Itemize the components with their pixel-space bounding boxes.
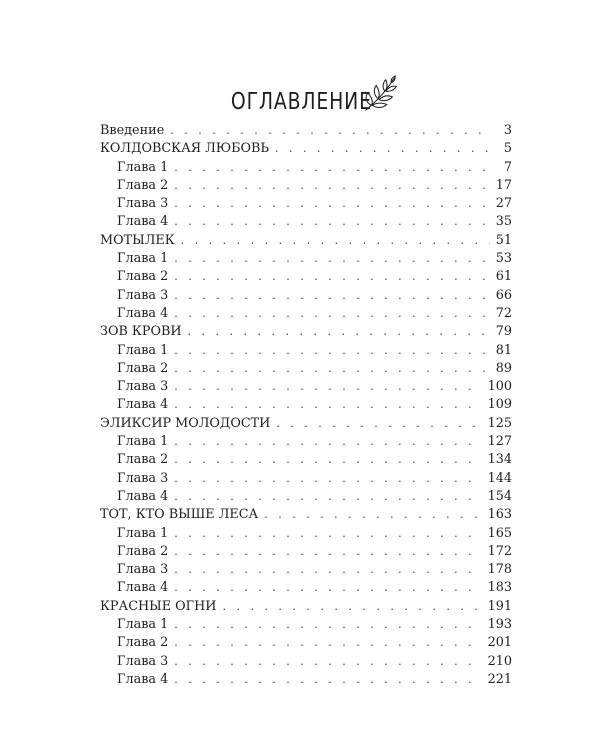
- toc-page-number: 79: [495, 324, 512, 340]
- toc-chapter-entry[interactable]: [100, 213, 512, 231]
- toc-dot-leader: [174, 268, 489, 286]
- toc-dot-leader: [181, 232, 490, 250]
- toc-page-number: 89: [495, 360, 512, 376]
- toc-entry-title: Глава 1: [117, 617, 169, 633]
- toc-dot-leader: [174, 433, 481, 451]
- toc-section-entry[interactable]: [100, 506, 512, 524]
- toc-entry-title: Глава 2: [117, 543, 169, 559]
- toc-entry-title: Глава 2: [117, 360, 169, 376]
- toc-dot-leader: [222, 598, 481, 616]
- toc-entry-title: Глава 1: [117, 434, 169, 450]
- toc-entry-title: Глава 2: [117, 177, 169, 193]
- toc-entry-title: Глава 1: [117, 159, 169, 175]
- toc-page-number: 35: [495, 214, 512, 230]
- toc-dot-leader: [174, 378, 481, 396]
- toc-chapter-entry[interactable]: [100, 671, 512, 689]
- toc-section-entry[interactable]: [100, 323, 512, 341]
- toc-dot-leader: [174, 287, 489, 305]
- toc-chapter-entry[interactable]: [100, 360, 512, 378]
- toc-page-number: 27: [495, 196, 512, 212]
- toc-chapter-entry[interactable]: [100, 268, 512, 286]
- toc-entry-title: Глава 3: [117, 287, 169, 303]
- toc-entry-title: Глава 3: [117, 562, 169, 578]
- toc-chapter-entry[interactable]: [100, 561, 512, 579]
- toc-chapter-entry[interactable]: [100, 488, 512, 506]
- toc-section-entry[interactable]: [100, 598, 512, 616]
- toc-chapter-entry[interactable]: [100, 159, 512, 177]
- toc-chapter-entry[interactable]: [100, 579, 512, 597]
- toc-chapter-entry[interactable]: [100, 433, 512, 451]
- toc-page-number: 53: [495, 251, 512, 267]
- toc-entry-title: ТОТ, КТО ВЫШЕ ЛЕСА: [100, 507, 259, 523]
- toc-entry-title: Глава 3: [117, 379, 169, 395]
- table-of-contents: [100, 122, 512, 689]
- toc-chapter-entry[interactable]: [100, 396, 512, 414]
- toc-section-entry[interactable]: [100, 140, 512, 158]
- toc-page-number: 7: [503, 159, 512, 175]
- toc-page-number: 165: [487, 525, 512, 541]
- toc-dot-leader: [174, 396, 481, 414]
- toc-dot-leader: [174, 360, 489, 378]
- toc-page-number: 172: [487, 543, 512, 559]
- toc-page-number: 3: [503, 123, 512, 138]
- toc-dot-leader: [188, 323, 490, 341]
- toc-chapter-entry[interactable]: [100, 451, 512, 469]
- toc-chapter-entry[interactable]: [100, 287, 512, 305]
- toc-dot-leader: [174, 177, 489, 195]
- toc-chapter-entry[interactable]: [100, 378, 512, 396]
- toc-dot-leader: [174, 470, 481, 488]
- toc-entry-title: Глава 4: [117, 488, 169, 504]
- toc-dot-leader: [174, 159, 492, 177]
- toc-dot-leader: [174, 195, 489, 213]
- toc-entry-title: Глава 1: [117, 342, 169, 358]
- toc-page-number: 66: [495, 287, 512, 303]
- toc-entry-title: Введение: [100, 123, 165, 138]
- toc-chapter-entry[interactable]: [100, 342, 512, 360]
- toc-page-number: 51: [495, 232, 512, 248]
- toc-entry-title: Глава 3: [117, 196, 169, 212]
- toc-chapter-entry[interactable]: [100, 305, 512, 323]
- toc-chapter-entry[interactable]: [100, 653, 512, 671]
- toc-dot-leader: [174, 213, 489, 231]
- toc-section-entry[interactable]: [100, 232, 512, 250]
- toc-page-number: 144: [487, 470, 512, 486]
- toc-chapter-entry[interactable]: [100, 543, 512, 561]
- toc-entry-title: Глава 3: [117, 653, 169, 669]
- toc-entry-title: Глава 2: [117, 452, 169, 468]
- toc-page-number: 191: [487, 598, 512, 614]
- toc-dot-leader: [174, 342, 489, 360]
- toc-page-number: 125: [487, 415, 512, 431]
- toc-dot-leader: [174, 634, 481, 652]
- toc-page-number: 61: [495, 269, 512, 285]
- toc-entry-title: Глава 4: [117, 214, 169, 230]
- toc-dot-leader: [174, 451, 481, 469]
- toc-page-number: 72: [495, 305, 512, 321]
- toc-entry-title: Глава 4: [117, 305, 169, 321]
- toc-page-number: 134: [487, 452, 512, 468]
- toc-page-number: 100: [487, 379, 512, 395]
- heading-block: [0, 74, 600, 116]
- toc-dot-leader: [174, 561, 481, 579]
- page-title: ОГЛАВЛЕНИЕ: [231, 89, 372, 115]
- toc-page-number: 17: [495, 177, 512, 193]
- toc-entry-title: Глава 1: [117, 251, 169, 267]
- toc-page-number: 221: [487, 671, 512, 687]
- toc-entry-title: КРАСНЫЕ ОГНИ: [100, 598, 217, 614]
- toc-page-number: 109: [487, 397, 512, 413]
- toc-chapter-entry[interactable]: [100, 525, 512, 543]
- toc-entry-title: Глава 1: [117, 525, 169, 541]
- toc-page-number: 5: [503, 141, 512, 157]
- toc-page-number: 178: [487, 562, 512, 578]
- toc-dot-leader: [174, 543, 481, 561]
- toc-page-number: 163: [487, 507, 512, 523]
- toc-entry-title: КОЛДОВСКАЯ ЛЮБОВЬ: [100, 141, 270, 157]
- toc-dot-leader: [174, 616, 481, 634]
- toc-page-number: 127: [487, 434, 512, 450]
- toc-page-number: 193: [487, 617, 512, 633]
- toc-entry-title: Глава 2: [117, 635, 169, 651]
- toc-chapter-entry[interactable]: [100, 634, 512, 652]
- toc-entry-title: Глава 4: [117, 671, 169, 687]
- toc-chapter-entry[interactable]: [100, 195, 512, 213]
- toc-chapter-entry[interactable]: [100, 177, 512, 195]
- toc-entry-title: Глава 4: [117, 397, 169, 413]
- toc-page-number: 81: [495, 342, 512, 358]
- toc-entry-title: МОТЫЛЕК: [100, 232, 175, 248]
- toc-dot-leader: [174, 653, 481, 671]
- toc-dot-leader: [264, 506, 481, 524]
- toc-page-number: 210: [487, 653, 512, 669]
- toc-entry-title: ЗОВ КРОВИ: [100, 324, 182, 340]
- toc-entry-title: Глава 4: [117, 580, 169, 596]
- toc-entry-title: Глава 3: [117, 470, 169, 486]
- toc-chapter-entry[interactable]: [100, 616, 512, 634]
- toc-page-number: 154: [487, 488, 512, 504]
- toc-page-number: 183: [487, 580, 512, 596]
- toc-entry-title: Глава 2: [117, 269, 169, 285]
- toc-dot-leader: [174, 250, 489, 268]
- toc-chapter-entry[interactable]: [100, 470, 512, 488]
- toc-dot-leader: [174, 671, 481, 689]
- toc-entry-title: ЭЛИКСИР МОЛОДОСТИ: [100, 415, 271, 431]
- toc-section-entry[interactable]: [100, 122, 512, 140]
- toc-chapter-entry[interactable]: [100, 250, 512, 268]
- toc-dot-leader: [276, 415, 481, 433]
- toc-dot-leader: [174, 305, 489, 323]
- toc-dot-leader: [174, 525, 481, 543]
- toc-dot-leader: [174, 488, 481, 506]
- toc-page-number: 201: [487, 635, 512, 651]
- toc-dot-leader: [275, 140, 492, 158]
- toc-dot-leader: [174, 579, 481, 597]
- toc-section-entry[interactable]: [100, 415, 512, 433]
- toc-dot-leader: [170, 122, 492, 140]
